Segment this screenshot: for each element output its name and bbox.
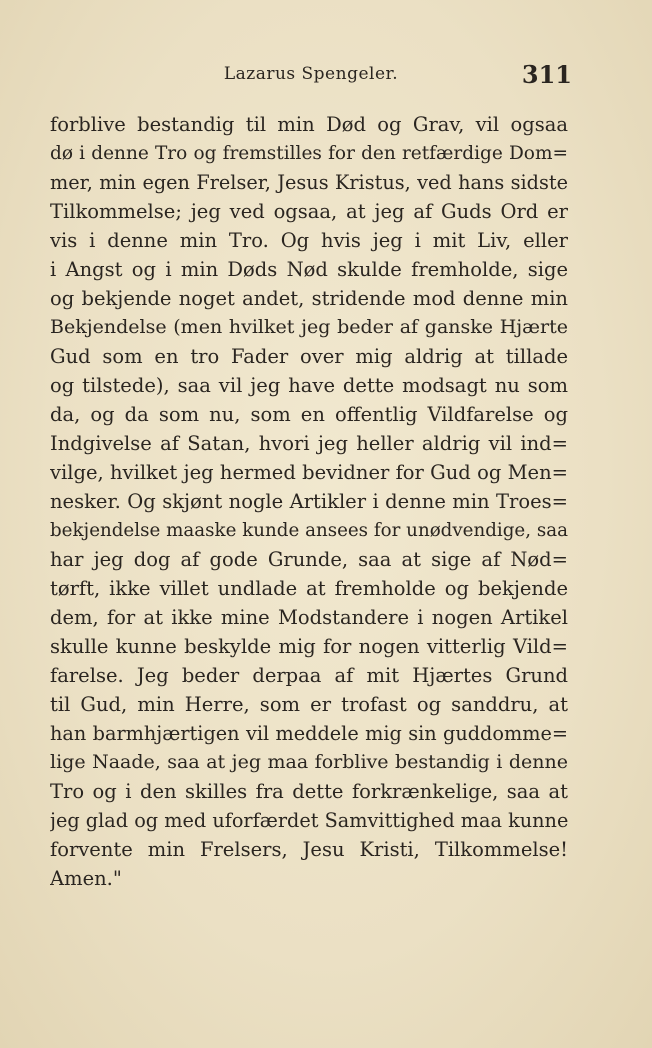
text-line: i Angst og i min Døds Nød skulde fremholde, sige (50, 258, 568, 281)
text-line: dø i denne Tro og fremstilles for den retfærdige Dom= (50, 143, 568, 164)
text-line: jeg glad og med uforfærdet Samvittighed maa kunne (50, 809, 568, 832)
running-head (50, 60, 572, 90)
text-line: Tilkommelse; jeg ved ogsaa, at jeg af Guds Ord er (50, 200, 568, 223)
text-line: og tilstede), saa vil jeg have dette modsagt nu som (50, 374, 568, 397)
text-line: nesker. Og skjønt nogle Artikler i denne min Troes= (50, 490, 568, 513)
body-text (50, 110, 568, 893)
text-line: forblive bestandig til min Død og Grav, vil ogsaa (50, 113, 568, 136)
text-line: har jeg dog af gode Grunde, saa at sige af Nød= (50, 548, 568, 571)
text-line: skulle kunne beskylde mig for nogen vitterlig Vild= (50, 635, 568, 658)
text-line: Tro og i den skilles fra dette forkrænkelige, saa at (50, 780, 568, 803)
text-line: han barmhjærtigen vil meddele mig sin guddomme= (50, 722, 568, 745)
text-line: vis i denne min Tro. Og hvis jeg i mit Liv, eller (50, 229, 568, 252)
text-line: vilge, hvilket jeg hermed bevidner for Gud og Men= (50, 461, 568, 484)
running-head-title: Lazarus Spengeler. (223, 64, 399, 84)
text-line: mer, min egen Frelser, Jesus Kristus, ved hans sidste (50, 171, 568, 194)
text-line: til Gud, min Herre, som er trofast og sanddru, at (50, 693, 568, 716)
text-line: lige Naade, saa at jeg maa forblive bestandig i denne (50, 751, 568, 773)
page-number: 311 (521, 60, 572, 89)
text-line: Amen." (50, 867, 122, 890)
text-line: Indgivelse af Satan, hvori jeg heller aldrig vil ind= (50, 432, 568, 455)
text-line: farelse. Jeg beder derpaa af mit Hjærtes Grund (50, 664, 568, 687)
text-line: tørft, ikke villet undlade at fremholde og bekjende (50, 577, 568, 600)
text-line: Gud som en tro Fader over mig aldrig at tillade (50, 345, 568, 368)
text-line: da, og da som nu, som en offentlig Vildfarelse og (50, 403, 568, 426)
text-line: forvente min Frelsers, Jesu Kristi, Tilkommelse! (50, 838, 568, 861)
text-line: Bekjendelse (men hvilket jeg beder af ganske Hjærte (50, 316, 568, 338)
text-line: dem, for at ikke mine Modstandere i nogen Artikel (50, 606, 568, 629)
text-line: og bekjende noget andet, stridende mod denne min (50, 287, 568, 310)
text-line: bekjendelse maaske kunde ansees for unødvendige, saa (50, 520, 568, 541)
